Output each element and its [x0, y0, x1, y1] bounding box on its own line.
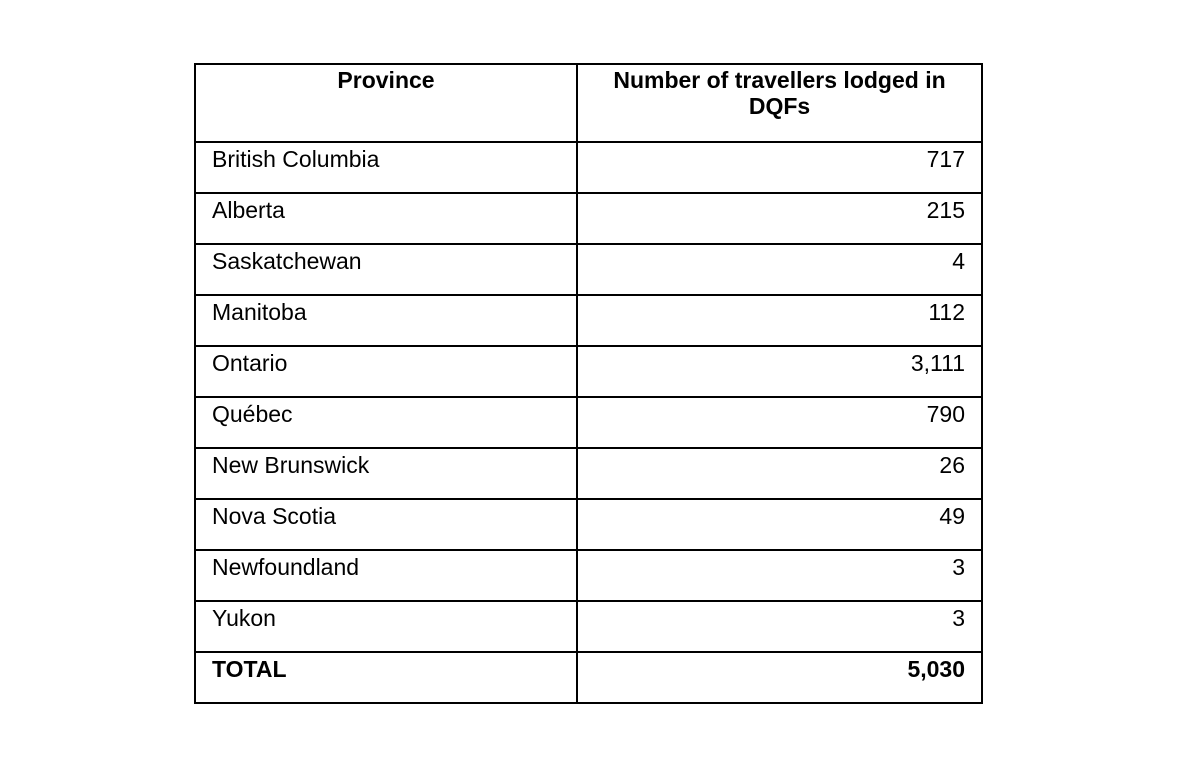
travellers-cell: 3,111 [577, 346, 982, 397]
header-province: Province [195, 64, 577, 142]
travellers-cell: 790 [577, 397, 982, 448]
table-row [195, 397, 982, 448]
table-row [195, 448, 982, 499]
total-row [195, 652, 982, 703]
header-travellers: Number of travellers lodged in DQFs [577, 64, 982, 142]
travellers-cell: 49 [577, 499, 982, 550]
province-cell: Alberta [195, 193, 577, 244]
travellers-cell: 4 [577, 244, 982, 295]
province-cell: Québec [195, 397, 577, 448]
travellers-cell: 717 [577, 142, 982, 193]
province-cell: Saskatchewan [195, 244, 577, 295]
table-row [195, 244, 982, 295]
table-row [195, 346, 982, 397]
province-cell: Nova Scotia [195, 499, 577, 550]
table-row [195, 193, 982, 244]
travellers-cell: 112 [577, 295, 982, 346]
travellers-cell: 3 [577, 601, 982, 652]
province-cell: Ontario [195, 346, 577, 397]
total-label: TOTAL [195, 652, 577, 703]
travellers-cell: 3 [577, 550, 982, 601]
table-row [195, 499, 982, 550]
travellers-cell: 26 [577, 448, 982, 499]
table-row [195, 601, 982, 652]
table-row [195, 142, 982, 193]
province-cell: Manitoba [195, 295, 577, 346]
table-row [195, 295, 982, 346]
total-value: 5,030 [577, 652, 982, 703]
province-cell: Newfoundland [195, 550, 577, 601]
travellers-table [194, 63, 983, 704]
table-row [195, 550, 982, 601]
province-cell: British Columbia [195, 142, 577, 193]
province-cell: New Brunswick [195, 448, 577, 499]
travellers-cell: 215 [577, 193, 982, 244]
province-cell: Yukon [195, 601, 577, 652]
header-row [195, 64, 982, 142]
